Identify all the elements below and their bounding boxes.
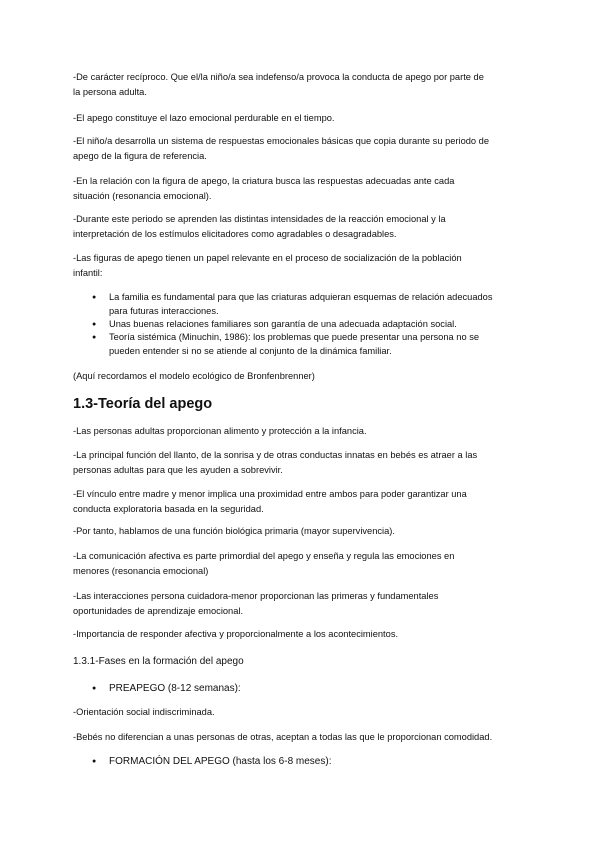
- text-line: interpretación de los estímulos elicitadores como agradables o desagradables.: [73, 229, 397, 239]
- paragraph-bond: [73, 111, 533, 126]
- text-line: -La principal función del llanto, de la sonrisa y de otras conductas innatas en bebés es atraer a las: [73, 450, 478, 460]
- subsection-title: 1.3.1-Fases en la formación del apego: [73, 656, 244, 667]
- list-item-text: Unas buenas relaciones familiares son garantía de una adecuada adaptación social.: [109, 319, 457, 329]
- paragraph-intensities: [73, 212, 533, 242]
- text-line: la persona adulta.: [73, 87, 147, 97]
- bullet-icon: ●: [92, 321, 97, 328]
- list-item: [92, 291, 532, 318]
- text-line: -Por tanto, hablamos de una función biológica primaria (mayor supervivencia).: [73, 526, 395, 536]
- list-item-text: Teoría sistémica (Minuchin, 1986): los problemas que puede presentar una persona no se pueden entender si no se atiende al conjunto de la dinámica familiar.: [109, 332, 480, 356]
- text-line: menores (resonancia emocional): [73, 566, 209, 576]
- paragraph-affective-communication: [73, 549, 533, 579]
- paragraph-crying: [73, 448, 533, 478]
- phase-title: FORMACIÓN DEL APEGO (hasta los 6-8 meses):: [109, 756, 332, 767]
- text-line: -En la relación con la figura de apego, la criatura busca las respuestas adecuadas ante cada: [73, 176, 455, 186]
- text-line: -El niño/a desarrolla un sistema de respuestas emocionales básicas que copia durante su periodo de: [73, 136, 490, 146]
- paragraph-babies: -Bebés no diferencian a unas personas de otras, aceptan a todas las que le proporcionan comodidad.: [73, 732, 493, 742]
- paragraph-biological-function: [73, 524, 533, 539]
- paragraph-mother-bond: [73, 487, 533, 517]
- paragraph-attachment-figure: [73, 174, 533, 204]
- section-title: 1.3-Teoría del apego: [73, 396, 213, 412]
- paragraph-socialization: [73, 251, 533, 281]
- bullet-icon: ●: [92, 334, 97, 341]
- note-bronfenbrenner: (Aquí recordamos el modelo ecológico de Bronfenbrenner): [73, 371, 315, 381]
- text-line: personas adultas para que les ayuden a sobrevivir.: [73, 465, 283, 475]
- text-line: conducta exploratoria basada en la seguridad.: [73, 504, 264, 514]
- paragraph-social-orientation: -Orientación social indiscriminada.: [73, 707, 215, 717]
- phase-list-item: [92, 755, 532, 769]
- phase-list-item: [92, 682, 532, 696]
- text-line: -La comunicación afectiva es parte primordial del apego y enseña y regula las emociones en: [73, 551, 455, 561]
- paragraph-interactions: [73, 589, 533, 619]
- text-line: -Las interacciones persona cuidadora-menor proporcionan las primeras y fundamentales: [73, 591, 439, 601]
- text-line: -Durante este periodo se aprenden las distintas intensidades de la reacción emocional y la: [73, 214, 446, 224]
- text-line: infantil:: [73, 268, 103, 278]
- text-line: -El vínculo entre madre y menor implica una proximidad entre ambos para poder garantizar una: [73, 489, 467, 499]
- list-item-text: La familia es fundamental para que las criaturas adquieran esquemas de relación adecuados para futuras interacciones.: [109, 292, 493, 316]
- text-line: apego de la figura de referencia.: [73, 151, 207, 161]
- text-line: -Las personas adultas proporcionan alimento y protección a la infancia.: [73, 426, 367, 436]
- paragraph-importance: [73, 627, 533, 642]
- paragraph-child-system: [73, 134, 533, 164]
- text-line: -De carácter recíproco. Que el/la niño/a sea indefenso/a provoca la conducta de apego por parte de: [73, 72, 484, 82]
- bullet-icon: ●: [92, 294, 97, 301]
- paragraph-reciprocal: [73, 70, 533, 100]
- bullet-icon: ●: [92, 758, 97, 765]
- text-line: -El apego constituye el lazo emocional perdurable en el tiempo.: [73, 113, 335, 123]
- bullet-icon: ●: [92, 685, 97, 692]
- text-line: -Importancia de responder afectiva y proporcionalmente a los acontecimientos.: [73, 629, 399, 639]
- phase-title: PREAPEGO (8-12 semanas):: [109, 683, 241, 694]
- list-item: [92, 318, 532, 332]
- text-line: -Las figuras de apego tienen un papel relevante en el proceso de socialización de la población: [73, 253, 462, 263]
- paragraph-adults: [73, 424, 533, 439]
- text-line: situación (resonancia emocional).: [73, 191, 212, 201]
- list-item: [92, 331, 532, 358]
- text-line: oportunidades de aprendizaje emocional.: [73, 606, 244, 616]
